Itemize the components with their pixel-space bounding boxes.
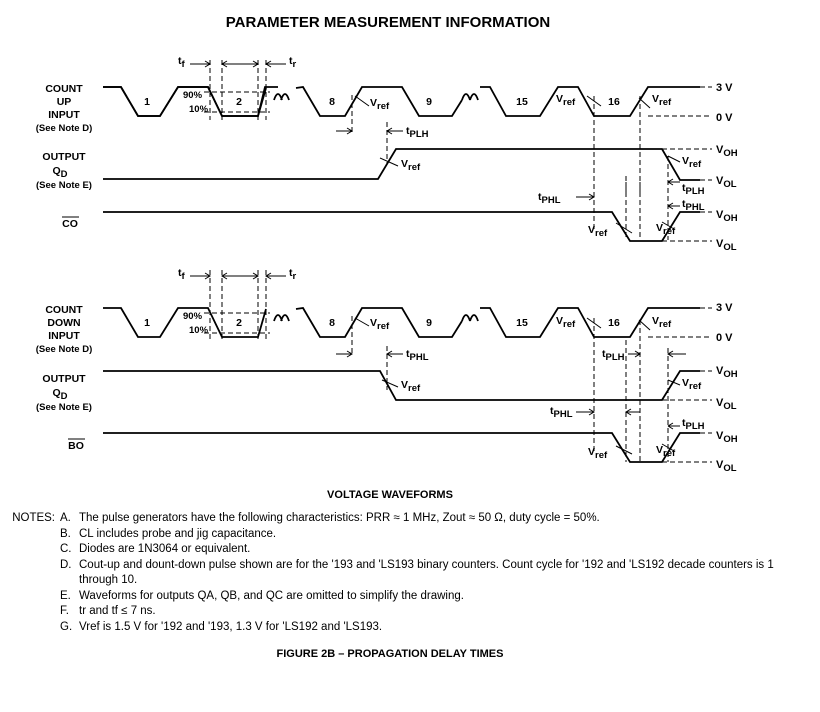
voh-label-bo: VOH (716, 430, 738, 445)
note-b (0, 527, 820, 543)
borrow-out-label: BO (68, 440, 84, 452)
note-text: Vref is 1.5 V for '192 and '193, 1.3 V for 'LS192 and 'LS193. (79, 620, 383, 633)
tplh-co-label-up: tPLH (682, 182, 705, 197)
tphl-out-arrow2-down (626, 409, 640, 415)
vol-label-co: VOL (716, 238, 737, 253)
note-letter: G. (60, 620, 73, 633)
count-down-label-1: COUNT (45, 304, 83, 316)
note-text: Cout-up and dount-down pulse shown are for the '193 and 'LS193 binary counters. Count cycle for '192 and 'LS192 decade counters is 1 through 10. (79, 558, 774, 586)
note-f (0, 604, 820, 620)
count-up-section (36, 55, 738, 253)
voh-label-co: VOH (716, 209, 738, 224)
pulse-8-up: 8 (329, 96, 335, 108)
count-down-break-2 (462, 315, 478, 321)
tr-label-up: tr (289, 55, 297, 70)
voh-label-qd-down: VOH (716, 365, 738, 380)
output-qd-label-q: QD (52, 165, 68, 180)
tplh-bo-arrow-down (668, 423, 680, 429)
carry-out-label: CO (62, 218, 78, 230)
vref-ticks-input-down (355, 318, 650, 330)
tf-arrows-down (190, 273, 242, 279)
tf-arrows-up (190, 61, 242, 67)
note-letter: F. (60, 605, 69, 617)
vref-tick-qd-down (382, 380, 398, 387)
tr-arrows-up (240, 61, 286, 67)
tplh-co-markers-up (626, 179, 680, 196)
tphl-label-down: tPHL (406, 348, 429, 363)
count-up-label-3: INPUT (48, 109, 80, 121)
tphl-out-label-down: tPHL (550, 405, 573, 420)
tphl-co-arrow-up (668, 203, 680, 209)
notes-prefix: NOTES: (12, 512, 55, 524)
count-down-section (36, 267, 738, 474)
note-letter: B. (60, 527, 71, 540)
output-qd-down-note: (See Note E) (36, 402, 92, 413)
vol-label-qd-down: VOL (716, 397, 737, 412)
note-d (0, 558, 820, 589)
vref-output-qd-up: Vref (401, 158, 421, 173)
page-title: PARAMETER MEASUREMENT INFORMATION (225, 14, 551, 31)
tphl-co-label-up: tPHL (682, 198, 705, 213)
note-text: CL includes probe and jig capacitance. (79, 527, 277, 540)
percent-90-up: 90% (183, 90, 203, 101)
count-down-break-1 (274, 315, 289, 321)
tplh-arrows-up (336, 128, 403, 134)
tphl-arrows-down (336, 351, 403, 357)
pulse-1-down: 1 (144, 317, 150, 329)
vol-label-bo: VOL (716, 459, 737, 474)
count-up-label-1: COUNT (45, 83, 83, 95)
tplh-label-down: tPLH (602, 348, 625, 363)
count-up-break-1 (274, 94, 289, 100)
count-up-break-2 (462, 94, 478, 100)
vref-input-15-down: Vref (556, 315, 576, 330)
percent-90-down: 90% (183, 311, 203, 322)
vref-ticks-input-up (355, 96, 650, 108)
note-a (0, 511, 820, 527)
figure-caption: FIGURE 2B – PROPAGATION DELAY TIMES (276, 648, 504, 660)
voh-label-qd-up: VOH (716, 144, 738, 159)
pulse-2-down: 2 (236, 317, 242, 329)
percent-10-down: 10% (189, 325, 209, 336)
vref-output-qd-down: Vref (401, 379, 421, 394)
note-g (0, 620, 820, 636)
pulse-2-up: 2 (236, 96, 242, 108)
tphl-label-up: tPHL (538, 191, 561, 206)
note-letter: E. (60, 589, 71, 602)
waveforms-title: VOLTAGE WAVEFORMS (327, 489, 453, 501)
count-up-label-2: UP (56, 96, 72, 108)
tf-label-down: tf (178, 267, 185, 282)
vref-input-8: Vref (370, 97, 390, 112)
note-text: The pulse generators have the following characteristics: PRR ≈ 1 MHz, Zout ≈ 50 Ω, duty cycle = 50%. (79, 512, 600, 524)
pulse-15-up: 15 (516, 96, 528, 108)
pulse-1-up: 1 (144, 96, 150, 108)
tr-label-down: tr (289, 267, 297, 282)
note-text: Waveforms for outputs QA, QB, and QC are omitted to simplify the drawing. (79, 589, 464, 602)
notes-section (0, 511, 820, 635)
tplh-bo-label-down: tPLH (682, 417, 705, 432)
vol-label-qd-up: VOL (716, 175, 737, 190)
pulse-15-down: 15 (516, 317, 528, 329)
vref-bo-fall: Vref (588, 446, 608, 461)
count-down-note: (See Note D) (35, 344, 93, 355)
vref-bo-rise: Vref (656, 444, 676, 459)
rail-3v-label-down: 3 V (716, 302, 733, 314)
note-c (0, 542, 820, 558)
pulse-16-down: 16 (608, 317, 620, 329)
tplh-arrows-down (628, 351, 686, 357)
tplh-label-up: tPLH (406, 125, 429, 140)
count-down-label-2: DOWN (47, 317, 81, 329)
borrow-out-waveform (103, 433, 700, 462)
vref-qd-fall-up: Vref (682, 155, 702, 170)
note-text: Diodes are 1N3064 or equivalent. (79, 543, 251, 555)
output-qd-down-label-q: QD (52, 387, 68, 402)
output-qd-note: (See Note E) (36, 180, 92, 191)
tr-arrows-down (240, 273, 286, 279)
pulse-9-up: 9 (426, 96, 432, 108)
note-letter: D. (60, 558, 72, 571)
note-e (0, 589, 820, 605)
note-letter: C. (60, 543, 72, 555)
count-down-label-3: INPUT (48, 330, 80, 342)
pulse-9-down: 9 (426, 317, 432, 329)
rail-3v-label-up: 3 V (716, 82, 733, 94)
pulse-8-down: 8 (329, 317, 335, 329)
vref-input-16: Vref (652, 93, 672, 108)
output-qd-down-label-1: OUTPUT (42, 373, 86, 385)
tphl-out-arrow-down (576, 409, 594, 415)
tf-label-up: tf (178, 55, 185, 70)
carry-out-waveform (103, 212, 700, 241)
vref-input-8-down: Vref (370, 317, 390, 332)
vref-co-rise: Vref (656, 222, 676, 237)
note-text: tr and tf ≤ 7 ns. (79, 605, 156, 617)
vref-qd-rise-down: Vref (682, 377, 702, 392)
output-qd-label-1: OUTPUT (42, 151, 86, 163)
rail-0v-label-up: 0 V (716, 112, 733, 124)
vref-co-fall: Vref (588, 224, 608, 239)
vref-input-15: Vref (556, 93, 576, 108)
vref-input-16-down: Vref (652, 315, 672, 330)
count-up-note: (See Note D) (35, 123, 93, 134)
tphl-arrow-up (576, 194, 594, 200)
rail-0v-label-down: 0 V (716, 332, 733, 344)
percent-10-up: 10% (189, 104, 209, 115)
pulse-16-up: 16 (608, 96, 620, 108)
note-letter: A. (60, 512, 71, 524)
